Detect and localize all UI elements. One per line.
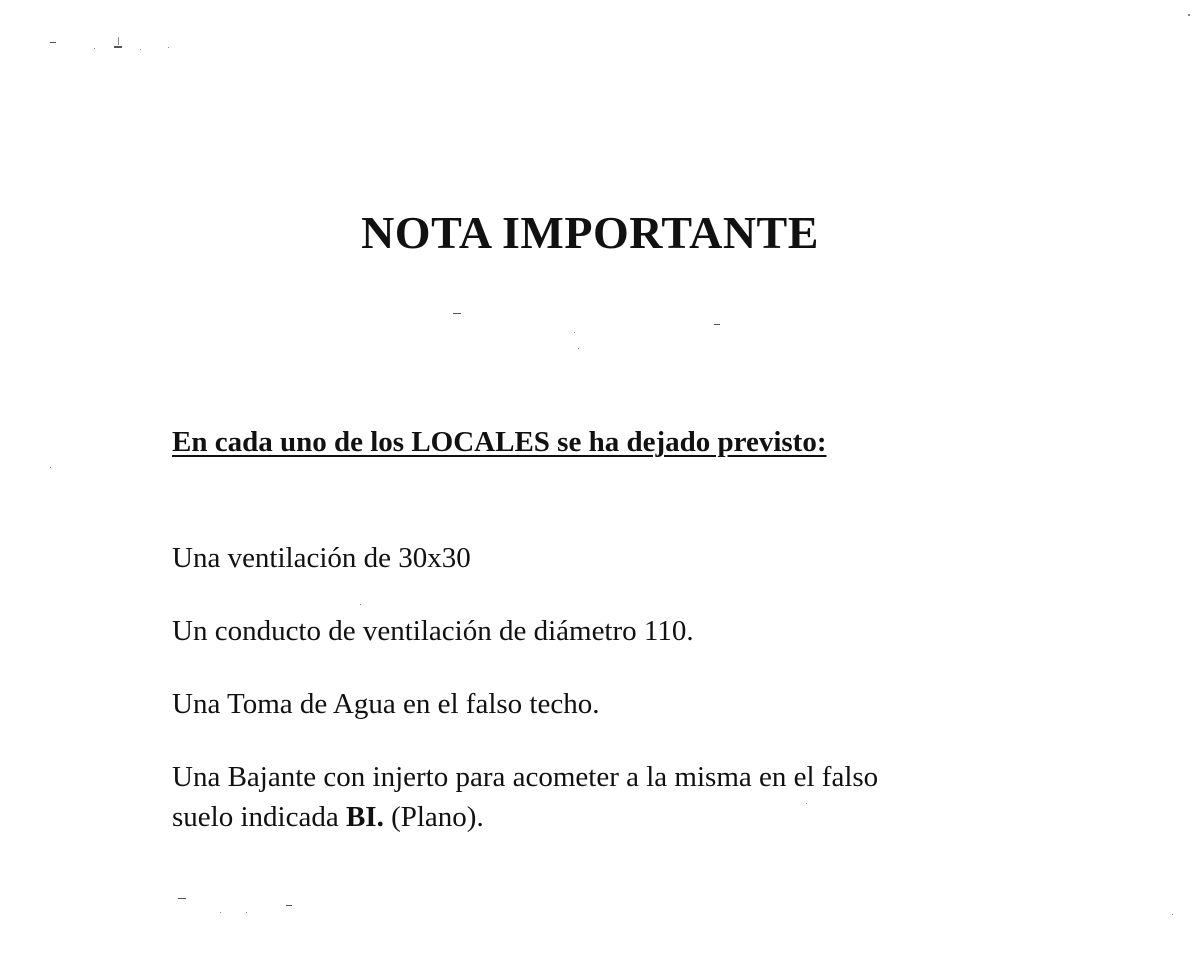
page-title: NOTA IMPORTANTE (361, 207, 819, 258)
scan-speck (714, 324, 720, 325)
scan-speck (50, 467, 51, 468)
scan-speck (118, 37, 119, 45)
scan-speck (94, 48, 95, 49)
scan-speck (453, 313, 461, 314)
scan-speck (574, 332, 575, 333)
scan-speck (178, 898, 186, 899)
list-item-line: Una Bajante con injerto para acometer a la misma en el falso (172, 761, 879, 793)
scan-speck (286, 905, 292, 906)
scan-speck (578, 348, 579, 349)
list-item: Una Toma de Agua en el falso techo. (172, 688, 600, 720)
list-item (172, 757, 878, 837)
section-heading: En cada uno de los LOCALES se ha dejado previsto: (172, 426, 827, 458)
scan-speck (140, 49, 141, 50)
scan-speck (1172, 914, 1173, 915)
scan-speck (1188, 14, 1190, 16)
list-item: Un conducto de ventilación de diámetro 110. (172, 615, 694, 647)
list-item-line: suelo indicada (172, 801, 346, 833)
scan-speck (50, 42, 56, 43)
plan-reference-label: BI. (345, 801, 384, 833)
scan-speck (360, 604, 361, 605)
list-item-line: (Plano). (383, 801, 484, 833)
scan-speck (168, 47, 169, 48)
scan-speck (114, 46, 122, 48)
list-item: Una ventilación de 30x30 (172, 542, 471, 574)
scan-speck (246, 912, 247, 913)
scan-speck (220, 912, 221, 913)
